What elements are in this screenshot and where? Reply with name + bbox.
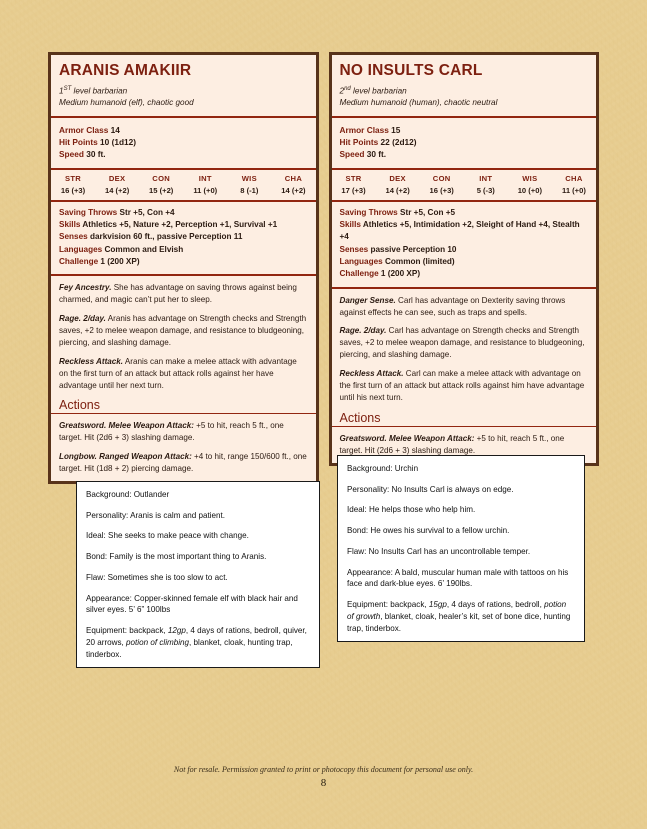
trait-label: Senses <box>339 244 369 254</box>
equipment-mid: , 4 days of rations, bedroll, quiver, 20 arrows, <box>86 626 307 647</box>
hit-points-value: 22 (2d12) <box>380 136 417 147</box>
trait-value: Athletics +5, Nature +2, Perception +1, Survival +1 <box>82 220 278 230</box>
personality-line: Personality: No Insults Carl is always on edge. <box>347 484 514 494</box>
equipment-line <box>86 625 310 660</box>
page-number: 8 <box>320 777 327 789</box>
trait-value: Str +5, Con +4 <box>119 207 175 217</box>
feature-text: Aranis can make a melee attack with advantage on the first turn of an attack but attack rolls against her have advantage until her next turn. <box>59 356 297 390</box>
flaw-line: Flaw: Sometimes she is too slow to act. <box>86 572 228 582</box>
feature-rage <box>59 313 308 349</box>
speed-row <box>340 148 589 160</box>
action-longbow <box>59 451 308 475</box>
action-text: +5 to hit, reach 5 ft., one target. Hit (2d6 + 3) slashing damage. <box>339 433 565 455</box>
features-list-aranis <box>51 276 316 397</box>
background-line: Background: Urchin <box>347 464 419 473</box>
creature-type-line: Medium humanoid (elf), chaotic good <box>59 97 194 107</box>
feature-text: Carl can make a melee attack with advantage on the first turn of an attack but attack rolls against him have advantage until his next turn. <box>339 369 585 402</box>
trait-languages <box>59 244 308 256</box>
defense-stats-carl <box>332 118 597 168</box>
feature-text: She has advantage on saving throws against being charmed, and magic can’t put her to sleep. <box>59 283 297 305</box>
trait-skills <box>340 219 589 244</box>
trait-value: Common (limited) <box>385 257 455 267</box>
trait-label: Senses <box>59 232 88 242</box>
ideal-line: Ideal: He helps those who help him. <box>347 505 476 515</box>
ability-header-row <box>332 170 597 185</box>
feature-name: Rage. 2/day. <box>339 326 387 336</box>
speed-value: 30 ft. <box>366 149 387 160</box>
action-name: Greatsword. <box>339 433 387 443</box>
ability-score-table-aranis <box>51 170 316 200</box>
ability-value-wis: 10 (+0) <box>517 185 542 195</box>
bond-line: Bond: He owes his survival to a fellow urchin. <box>347 526 510 536</box>
armor-class-label: Armor Class <box>59 124 109 135</box>
action-greatsword <box>340 433 589 457</box>
feature-text: Aranis has advantage on Strength checks and Strength saves, +2 to melee weapon damage, and resistance to bludgeoning, piercing, and slashing damage. <box>59 314 307 347</box>
ability-value-cha: 14 (+2) <box>281 185 306 195</box>
ability-value-row <box>332 185 597 200</box>
armor-class-label: Armor Class <box>339 124 389 135</box>
ability-header-con: CON <box>432 173 451 183</box>
action-text: +4 to hit, range 150/600 ft., one target. Hit (1d8 + 2) piercing damage. <box>59 452 307 474</box>
statblock-carl <box>329 52 600 466</box>
ability-header-int: INT <box>479 173 493 183</box>
ability-header-cha: CHA <box>565 173 583 183</box>
trait-value: Common and Elvish <box>104 244 184 254</box>
feature-name: Fey Ancestry. <box>59 283 112 293</box>
armor-class-row <box>340 124 589 136</box>
statblock-header-carl <box>332 55 597 116</box>
level-ordinal-base: 2 <box>339 86 345 96</box>
trait-value: 1 (200 XP) <box>100 257 140 267</box>
actions-heading: Actions <box>332 410 597 427</box>
ability-header-row <box>51 170 316 185</box>
ability-header-int: INT <box>198 173 212 183</box>
ability-value-con: 15 (+2) <box>149 185 174 195</box>
statblock-header-aranis <box>51 55 316 116</box>
action-attack-type: Ranged Weapon Attack: <box>96 452 192 462</box>
features-list-carl <box>332 289 597 410</box>
trait-label: Languages <box>59 244 103 254</box>
armor-class-value: 15 <box>391 124 401 135</box>
level-ordinal-suffix: nd <box>344 85 351 92</box>
action-text: +5 to hit, reach 5 ft., one target. Hit (2d6 + 3) slashing damage. <box>59 421 284 443</box>
trait-value: 1 (200 XP) <box>380 269 421 279</box>
creature-type-line: Medium humanoid (human), chaotic neutral <box>339 97 498 107</box>
creature-level-line <box>59 85 308 97</box>
statblock-aranis <box>48 52 319 484</box>
trait-label: Languages <box>339 257 383 267</box>
equipment-currency: 12gp <box>167 626 186 636</box>
feature-reckless-attack <box>59 356 308 392</box>
trait-value: Str +5, Con +5 <box>400 207 456 217</box>
ability-value-cha: 11 (+0) <box>562 185 586 195</box>
equipment-magic-item: potion of growth <box>347 600 567 621</box>
equipment-magic-item: potion of climbing <box>126 637 190 647</box>
ability-value-dex: 14 (+2) <box>104 185 130 195</box>
personality-line: Personality: Aranis is calm and patient. <box>86 510 226 520</box>
armor-class-value: 14 <box>110 124 120 135</box>
trait-label: Challenge <box>59 257 99 267</box>
hit-points-value: 10 (1d12) <box>100 136 137 147</box>
ability-header-wis: WIS <box>522 173 538 183</box>
equipment-suffix: , blanket, cloak, healer’s kit, set of bone dice, hunting trap, tinderbox. <box>347 611 571 633</box>
ability-header-str: STR <box>64 173 82 183</box>
ability-header-con: CON <box>152 173 171 183</box>
column-right <box>329 52 600 484</box>
bond-line: Bond: Family is the most important thing to Aranis. <box>86 552 267 562</box>
ability-header-wis: WIS <box>241 173 257 183</box>
speed-row <box>59 148 308 160</box>
ability-header-dex: DEX <box>108 173 126 183</box>
feature-reckless-attack <box>340 368 589 404</box>
action-attack-type: Melee Weapon Attack: <box>386 433 475 443</box>
speed-label: Speed <box>339 149 365 160</box>
level-ordinal-suffix: ST <box>63 85 72 92</box>
feature-text: Carl has advantage on Strength checks and Strength saves, +2 to melee weapon damage, and resistance to bludgeoning, piercing, and slashing damage. <box>339 326 585 360</box>
level-rest: level barbarian <box>71 86 128 96</box>
background-box-carl <box>337 455 585 642</box>
trait-value: passive Perception 10 <box>370 244 457 254</box>
ability-header-cha: CHA <box>284 173 303 183</box>
feature-rage <box>340 325 589 361</box>
feature-name: Danger Sense. <box>339 295 396 305</box>
feature-fey-ancestry <box>59 282 308 306</box>
statblock-columns <box>0 52 647 484</box>
speed-label: Speed <box>59 149 84 160</box>
equipment-prefix: Equipment: backpack, <box>347 600 429 610</box>
feature-text: Carl has advantage on Dexterity saving throws against effects he can see, such as traps and spells. <box>339 295 566 317</box>
level-ordinal-base: 1 <box>59 86 64 96</box>
trait-skills <box>59 219 308 231</box>
ability-header-dex: DEX <box>389 173 406 183</box>
level-rest: level barbarian <box>350 86 407 96</box>
actions-heading: Actions <box>51 397 316 414</box>
trait-label: Skills <box>59 220 81 230</box>
ability-value-wis: 8 (-1) <box>240 185 259 195</box>
trait-senses <box>340 244 589 256</box>
ability-value-row <box>51 185 316 200</box>
armor-class-row <box>59 124 308 136</box>
trait-label: Challenge <box>339 269 379 279</box>
ideal-line: Ideal: She seeks to make peace with change. <box>86 531 249 541</box>
creature-name: NO INSULTS CARL <box>339 62 483 79</box>
equipment-suffix: , blanket, cloak, hunting trap, tinderbox. <box>86 637 293 659</box>
background-box-aranis <box>76 481 320 668</box>
hit-points-row <box>340 136 589 148</box>
trait-label: Saving Throws <box>59 207 118 217</box>
actions-list-aranis <box>51 414 316 481</box>
trait-saving-throws <box>340 207 589 219</box>
column-left <box>48 52 319 484</box>
ability-value-str: 17 (+3) <box>341 185 366 195</box>
trait-languages <box>340 256 589 268</box>
action-attack-type: Melee Weapon Attack: <box>106 421 194 431</box>
flaw-line: Flaw: No Insults Carl has an uncontrollable temper. <box>347 546 531 556</box>
ability-value-int: 5 (-3) <box>476 185 495 195</box>
hit-points-label: Hit Points <box>59 136 98 147</box>
traits-list-aranis <box>51 202 316 274</box>
trait-challenge <box>59 256 308 268</box>
action-greatsword <box>59 420 308 444</box>
action-name: Longbow. <box>59 452 97 462</box>
equipment-line <box>347 599 575 634</box>
trait-label: Skills <box>339 220 361 230</box>
ability-value-con: 16 (+3) <box>429 185 454 195</box>
feature-name: Rage. 2/day. <box>59 314 106 324</box>
creature-name: ARANIS AMAKIIR <box>59 62 192 79</box>
trait-challenge <box>340 268 589 280</box>
equipment-mid: , 4 days of rations, bedroll, <box>446 600 545 610</box>
trait-label: Saving Throws <box>339 207 398 217</box>
equipment-prefix: Equipment: backpack, <box>86 626 168 636</box>
trait-saving-throws <box>59 207 308 219</box>
trait-value: Athletics +5, Intimidation +2, Sleight of Hand +4, Stealth +4 <box>339 220 580 242</box>
ability-score-table-carl <box>332 170 597 200</box>
defense-stats-aranis <box>51 118 316 168</box>
ability-header-str: STR <box>345 173 362 183</box>
creature-level-line <box>340 85 589 97</box>
ability-value-int: 11 (+0) <box>193 185 218 195</box>
feature-danger-sense <box>340 295 589 319</box>
hit-points-label: Hit Points <box>339 136 379 147</box>
hit-points-row <box>59 136 308 148</box>
action-name: Greatsword. <box>59 421 107 431</box>
speed-value: 30 ft. <box>86 149 106 160</box>
trait-senses <box>59 231 308 243</box>
equipment-currency: 15gp <box>428 600 447 610</box>
traits-list-carl <box>332 202 597 287</box>
ability-value-str: 16 (+3) <box>60 185 86 195</box>
footer-legal-note: Not for resale. Permission granted to print or photocopy this document for personal use only. <box>173 765 474 774</box>
feature-name: Reckless Attack. <box>339 369 404 379</box>
feature-name: Reckless Attack. <box>59 356 124 366</box>
background-line: Background: Outlander <box>86 490 170 499</box>
ability-value-dex: 14 (+2) <box>385 185 410 195</box>
trait-value: darkvision 60 ft., passive Perception 11 <box>89 232 243 242</box>
appearance-line: Appearance: A bald, muscular human male with tattoos on his face and dark-blue eyes. 6’ 190lbs. <box>347 567 569 589</box>
appearance-line: Appearance: Copper-skinned female elf with black hair and silver eyes. 5’ 6” 100lbs <box>86 593 298 615</box>
